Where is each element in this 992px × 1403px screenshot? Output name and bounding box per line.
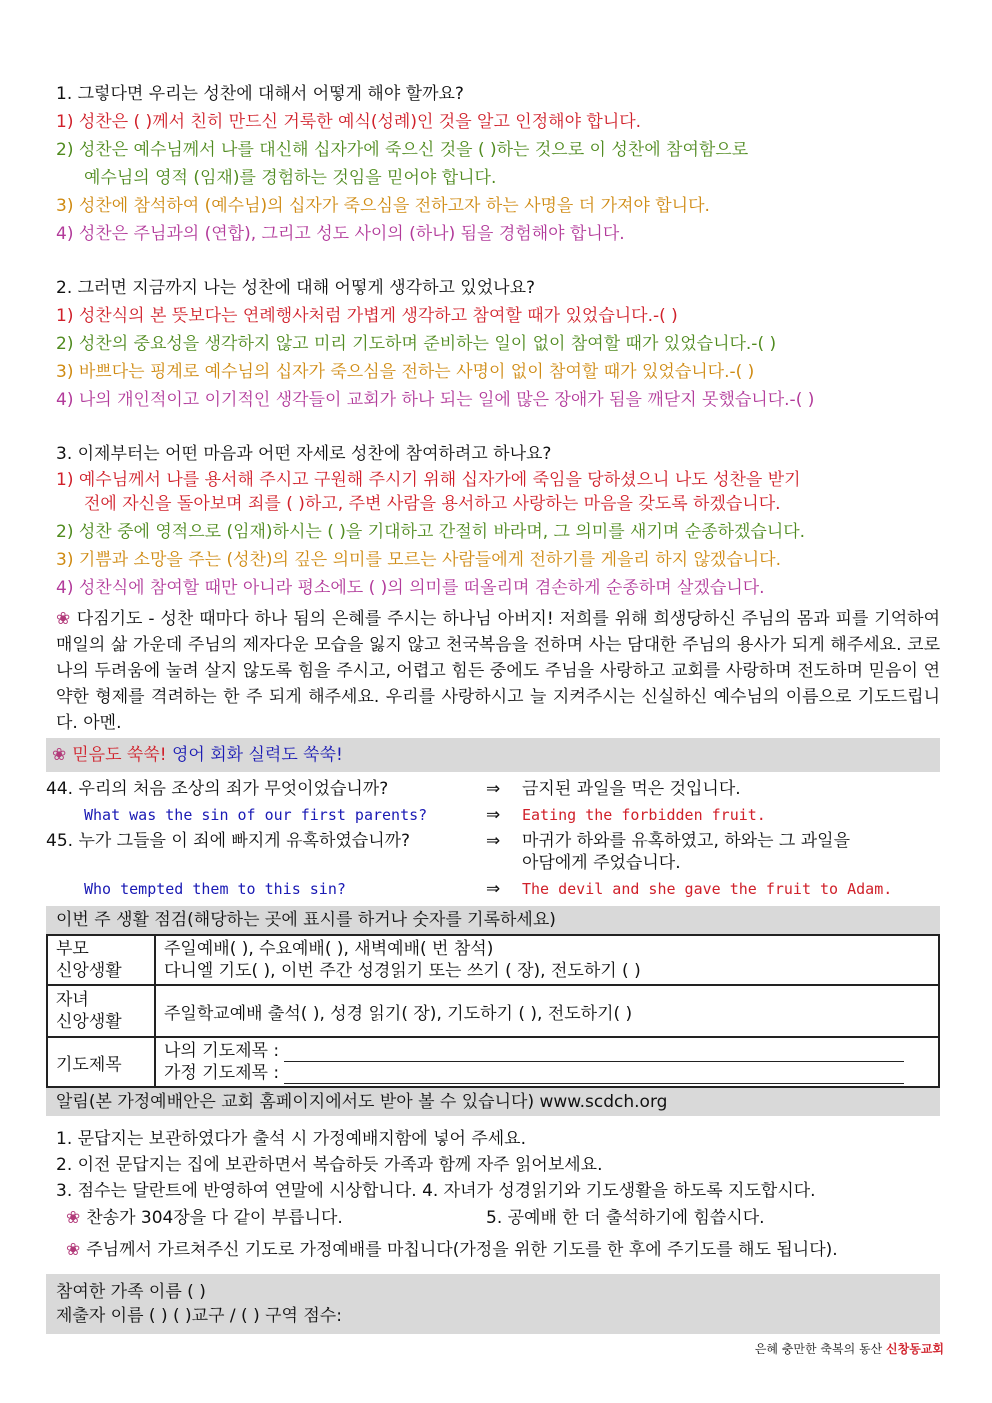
child-entries[interactable]: 주일학교예배 출석( ), 성경 읽기( 장), 기도하기 ( ), 전도하기( ) xyxy=(155,985,939,1037)
section2-item1: 1) 성찬식의 본 뜻보다는 연례행사처럼 가볍게 생각하고 참여할 때가 있었습니다.-( ) xyxy=(56,306,678,326)
parent-row xyxy=(47,935,939,985)
section1-item1: 1) 성찬은 ( )께서 친히 만드신 거룩한 예식(성례)인 것을 알고 인정해야 합니다. xyxy=(56,112,642,132)
parent-label-line1: 부모 xyxy=(56,939,89,959)
section3-item1-cont: 전에 자신을 돌아보며 죄를 ( )하고, 주변 사람을 용서하고 사랑하는 마음을 갖도록 하겠습니다. xyxy=(84,494,781,514)
notice-5: 5. 공예배 한 더 출석하기에 힘씁시다. xyxy=(486,1208,765,1228)
section2-item3: 3) 바쁘다는 핑계로 예수님의 십자가 죽으심을 전하는 사명이 없이 참여할 때가 있었습니다.-( ) xyxy=(56,362,755,382)
prayer-row xyxy=(47,1037,939,1087)
answer-45-en: The devil and she gave the fruit to Adam. xyxy=(522,880,893,898)
notice-note: (본 가정예배안은 교회 홈페이지에서도 받아 볼 수 있습니다) www.scdch.org xyxy=(88,1092,668,1112)
family-prayer-field[interactable] xyxy=(284,1065,904,1084)
section1-item2: 2) 성찬은 예수님께서 나를 대신해 십자가에 죽으신 것을 ( )하는 것으로 이 성찬에 참여함으로 xyxy=(56,140,749,160)
closing-note: (가정을 위한 기도를 한 후에 주기도를 해도 됩니다). xyxy=(452,1240,838,1260)
prayer-label: 기도제목 xyxy=(47,1037,155,1087)
footer-slogan: 은혜 충만한 축복의 동산 xyxy=(754,1342,887,1356)
footer-church-name: 신창동교회 xyxy=(886,1342,944,1356)
closing-text: 주님께서 가르쳐주신 기도로 가정예배를 마칩니다 xyxy=(86,1240,453,1260)
prayer-heading: 다짐기도 xyxy=(76,609,143,629)
flower-icon: ❀ xyxy=(56,609,71,629)
parent-label-line2: 신앙생활 xyxy=(56,961,122,981)
parent-label xyxy=(47,935,155,985)
flower-icon: ❀ xyxy=(66,1240,81,1260)
section1-item4: 4) 성찬은 주님과의 (연합), 그리고 성도 사이의 (하나) 됨을 경험해야 합니다. xyxy=(56,224,625,244)
child-label xyxy=(47,985,155,1037)
child-label-line2: 신앙생활 xyxy=(56,1012,122,1032)
english-band xyxy=(46,738,940,772)
notice-hymn-row xyxy=(56,1204,940,1232)
section2-title: 2. 그러면 지금까지 나는 성찬에 대해 어떻게 생각하고 있었나요? xyxy=(56,278,536,298)
question-44: 44. 우리의 처음 조상의 죄가 무엇이었습니까? xyxy=(46,779,389,799)
answer-44: 금지된 과일을 먹은 것입니다. xyxy=(522,779,741,799)
question-45-en: Who tempted them to this sin? xyxy=(84,880,346,898)
closing-row xyxy=(56,1232,940,1268)
section1-title: 1. 그렇다면 우리는 성찬에 대해서 어떻게 해야 할까요? xyxy=(56,84,464,104)
notice-header xyxy=(46,1088,940,1116)
parent-entries[interactable] xyxy=(155,935,939,985)
question-45: 45. 누가 그들을 이 죄에 빠지게 유혹하였습니까? xyxy=(46,831,411,851)
notice-1: 1. 문답지는 보관하였다가 출석 시 가정예배지함에 넣어 주세요. xyxy=(56,1129,526,1149)
prayer-body: - 성찬 때마다 하나 됨의 은혜를 주시는 하나님 아버지! 저희를 위해 희생당하신 주님의 몸과 피를 기억하여 매일의 삶 가운데 주님의 제자다운 모습을 잃지 않고 천국복음을 전하며 사는 담대한 주님의 용사가 되게 해주세요. 코로나의 두려움에 눌려 살지 않도록 힘을 주시고, 어렵고 힘든 중에도 주님을 사랑하고 교회를 사랑하며 전도하며 믿음이 연약한 형제를 격려하는 한 주 되게 해주세요. 우리를 사랑하시고 늘 지켜주시는 신실하신 예수님의 이름으로 기도드립니다. 아멘. xyxy=(56,609,940,733)
prayer-entries[interactable] xyxy=(155,1037,939,1087)
band-english: 영어 회화 실력도 쑥쑥! xyxy=(166,745,343,765)
arrow-icon: ⇒ xyxy=(486,779,501,799)
answer-45-line1: 마귀가 하와를 유혹하였고, 하와는 그 과일을 xyxy=(522,831,851,851)
section1-item3: 3) 성찬에 참석하여 (예수님)의 십자가 죽으심을 전하고자 하는 사명을 더 가져야 합니다. xyxy=(56,196,710,216)
flower-icon: ❀ xyxy=(52,745,67,765)
commitment-prayer xyxy=(56,606,940,736)
section3-item2: 2) 성찬 중에 영적으로 (임재)하시는 ( )을 기대하고 간절히 바라며, 그 의미를 새기며 순종하겠습니다. xyxy=(56,522,806,542)
qa-44-english xyxy=(56,802,940,828)
section1-item2-cont: 예수님의 영적 (임재)를 경험하는 것임을 믿어야 합니다. xyxy=(84,168,497,188)
child-row xyxy=(47,985,939,1037)
life-check-title: 이번 주 생활 점검 xyxy=(56,910,188,930)
child-label-line1: 자녀 xyxy=(56,990,89,1010)
notice-3: 3. 점수는 달란트에 반영하여 연말에 시상합니다. 4. 자녀가 성경읽기와 기도생활을 하도록 지도합시다. xyxy=(56,1181,816,1201)
worship-sheet xyxy=(46,80,940,1334)
arrow-icon: ⇒ xyxy=(486,879,501,899)
section3-item4: 4) 성찬식에 참여할 때만 아니라 평소에도 ( )의 의미를 떠올리며 겸손하게 순종하며 살겠습니다. xyxy=(56,578,765,598)
arrow-icon: ⇒ xyxy=(486,831,501,851)
section3-title: 3. 이제부터는 어떤 마음과 어떤 자세로 성찬에 참여하려고 하나요? xyxy=(56,444,552,464)
section2-item2: 2) 성찬의 중요성을 생각하지 않고 미리 기도하며 준비하는 일이 없이 참여할 때가 있었습니다.-( ) xyxy=(56,334,777,354)
notice-2: 2. 이전 문답지는 집에 보관하면서 복습하듯 가족과 함께 자주 읽어보세요. xyxy=(56,1155,603,1175)
submitter-field[interactable]: 제출자 이름 ( ) ( )교구 / ( ) 구역 점수: xyxy=(56,1306,342,1326)
answer-44-en: Eating the forbidden fruit. xyxy=(522,806,766,824)
section3-item3: 3) 기쁨과 소망을 주는 (성찬)의 깊은 의미를 모르는 사람들에게 전하기를 게을리 하지 않겠습니다. xyxy=(56,550,781,570)
life-check-header xyxy=(46,906,940,934)
answer-45 xyxy=(522,830,850,874)
life-check-table xyxy=(46,934,940,1088)
submission-box[interactable] xyxy=(46,1274,940,1334)
parent-entry-line2[interactable]: 다니엘 기도( ), 이번 주간 성경읽기 또는 쓰기 ( 장), 전도하기 ( ) xyxy=(164,961,641,981)
family-prayer-label: 가정 기도제목 : xyxy=(164,1063,280,1083)
flower-icon: ❀ xyxy=(66,1208,81,1228)
section2-item4: 4) 나의 개인적이고 이기적인 생각들이 교회가 하나 되는 일에 많은 장애가 됨을 깨닫지 못했습니다.-( ) xyxy=(56,390,815,410)
answer-45-line2: 아담에게 주었습니다. xyxy=(522,853,681,873)
band-faith: 믿음도 쑥쑥! xyxy=(72,745,167,765)
notice-title: 알림 xyxy=(56,1092,89,1112)
arrow-icon: ⇒ xyxy=(486,805,501,825)
qa-45-korean xyxy=(46,828,940,876)
question-44-en: What was the sin of our first parents? xyxy=(84,806,428,824)
section3-item1: 1) 예수님께서 나를 용서해 주시고 구원해 주시기 위해 십자가에 죽임을 당하셨으니 나도 성찬을 받기 xyxy=(56,470,801,490)
qa-44-korean xyxy=(46,776,940,802)
my-prayer-label: 나의 기도제목 : xyxy=(164,1041,280,1061)
family-names-field[interactable]: 참여한 가족 이름 ( ) xyxy=(56,1282,206,1302)
footer xyxy=(755,1340,944,1357)
qa-45-english xyxy=(56,876,940,902)
my-prayer-field[interactable] xyxy=(284,1043,904,1062)
hymn-notice: 찬송가 304장을 다 같이 부릅니다. xyxy=(86,1208,343,1228)
parent-entry-line1[interactable]: 주일예배( ), 수요예배( ), 새벽예배( 번 참석) xyxy=(164,939,494,959)
life-check-note: (해당하는 곳에 표시를 하거나 숫자를 기록하세요) xyxy=(187,910,556,930)
